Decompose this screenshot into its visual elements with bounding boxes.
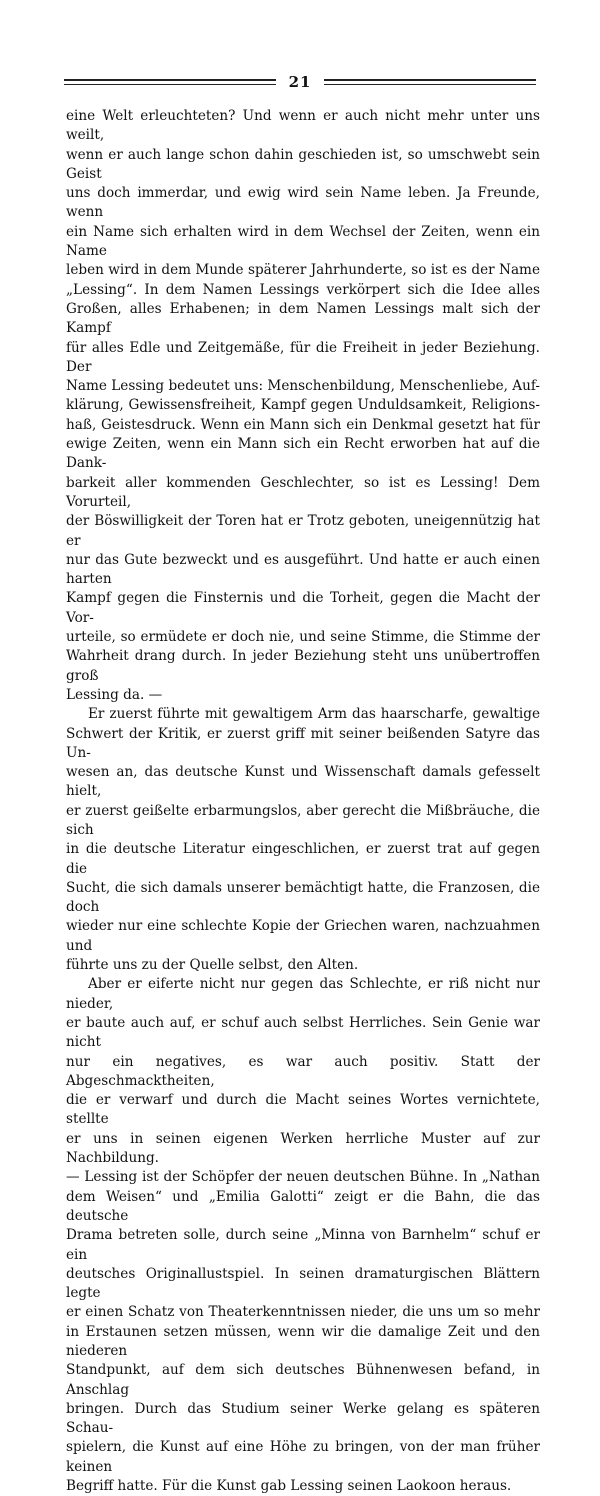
text-line: Name Lessing bedeutet uns: Menschenbildung, Menschenliebe, Auf- bbox=[66, 378, 540, 395]
text-line: Lessing da. — bbox=[66, 686, 163, 703]
text-line: — Lessing ist der Schöpfer der neuen deutschen Bühne. In „Nathan bbox=[66, 1169, 540, 1186]
text-line: urteile, so ermüdete er doch nie, und seine Stimme, die Stimme der bbox=[66, 629, 540, 646]
page-number: 21 bbox=[288, 73, 312, 91]
text-line: wieder nur eine schlechte Kopie der Griechen waren, nachzuahmen und bbox=[66, 918, 540, 954]
text-line: „Lessing“. In dem Namen Lessings verkörpert sich die Idee alles bbox=[66, 281, 540, 298]
rule-line bbox=[324, 84, 536, 86]
text-line: Standpunkt, auf dem sich deutsches Bühnenwesen befand, in Anschlag bbox=[66, 1362, 540, 1398]
text-line: barkeit aller kommenden Geschlechter, so ist es Lessing! Dem Vorurteil, bbox=[66, 474, 540, 510]
text-line: Begriff hatte. Für die Kunst gab Lessing seinen Laokoon heraus. bbox=[66, 1478, 512, 1495]
text-line: er uns in seinen eigenen Werken herrliche Muster auf zur Nachbildung. bbox=[66, 1130, 540, 1167]
header-rule-right bbox=[324, 79, 536, 88]
text-line: er zuerst geißelte erbarmungslos, aber gerecht die Mißbräuche, die sich bbox=[66, 802, 540, 838]
text-line: Schwert der Kritik, er zuerst griff mit seiner beißenden Satyre das Un- bbox=[66, 725, 540, 761]
text-line: der Böswilligkeit der Toren hat er Trotz geboten, uneigennützig hat er bbox=[66, 513, 540, 549]
text-line: in Erstaunen setzen müssen, wenn wir die damalige Zeit und den niederen bbox=[66, 1323, 540, 1359]
paragraph bbox=[66, 107, 540, 705]
text-line: Großen, alles Erhabenen; in dem Namen Lessings malt sich der Kampf bbox=[66, 300, 540, 337]
body-text bbox=[66, 107, 540, 1496]
text-line: dem Weisen“ und „Emilia Galotti“ zeigt er die Bahn, die das deutsche bbox=[66, 1188, 540, 1224]
text-line: nur ein negatives, es war auch positiv. Statt der Abgeschmacktheiten, bbox=[66, 1053, 540, 1089]
text-line: leben wird in dem Munde späterer Jahrhunderte, so ist es der Name bbox=[66, 262, 540, 279]
text-line: in die deutsche Literatur eingeschlichen, er zuerst trat auf gegen die bbox=[66, 841, 540, 877]
text-line: spielern, die Kunst auf eine Höhe zu bringen, von der man früher keinen bbox=[66, 1439, 540, 1475]
page-header bbox=[64, 72, 536, 92]
text-line: eine Welt erleuchteten? Und wenn er auch nicht mehr unter uns weilt, bbox=[66, 108, 540, 144]
text-line: er baute auch auf, er schuf auch selbst Herrliches. Sein Genie war nicht bbox=[66, 1014, 540, 1051]
text-line: er einen Schatz von Theaterkenntnissen nieder, die uns um so mehr bbox=[66, 1304, 540, 1321]
text-line: ein Name sich erhalten wird in dem Wechsel der Zeiten, wenn ein Name bbox=[66, 223, 540, 260]
rule-line bbox=[324, 79, 536, 81]
text-line: ewige Zeiten, wenn ein Mann sich ein Recht erworben hat auf die Dank- bbox=[66, 436, 540, 472]
text-line: nur das Gute bezweckt und es ausgeführt. Und hatte er auch einen harten bbox=[66, 551, 540, 588]
text-line: Wahrheit drang durch. In jeder Beziehung steht uns unübertroffen groß bbox=[66, 648, 540, 684]
paragraph bbox=[66, 705, 540, 975]
text-line: Sucht, die sich damals unserer bemächtigt hatte, die Franzosen, die doch bbox=[66, 879, 540, 916]
text-line: bringen. Durch das Studium seiner Werke gelang es späteren Schau- bbox=[66, 1400, 540, 1437]
text-line: klärung, Gewissensfreiheit, Kampf gegen Unduldsamkeit, Religions- bbox=[66, 397, 540, 414]
text-line: die er verwarf und durch die Macht seines Wortes vernichtete, stellte bbox=[66, 1092, 540, 1128]
text-line: uns doch immerdar, und ewig wird sein Name leben. Ja Freunde, wenn bbox=[66, 185, 540, 221]
text-line: Drama betreten solle, durch seine „Minna von Barnhelm“ schuf er ein bbox=[66, 1227, 540, 1263]
paragraph bbox=[66, 975, 540, 1496]
text-line: Kampf gegen die Finsternis und die Torheit, gegen die Macht der Vor- bbox=[66, 590, 540, 626]
text-line: wesen an, das deutsche Kunst und Wissenschaft damals gefesselt hielt, bbox=[66, 764, 540, 800]
text-line: wenn er auch lange schon dahin geschieden ist, so umschwebt sein Geist bbox=[66, 146, 540, 182]
text-line: haß, Geistesdruck. Wenn ein Mann sich ein Denkmal gesetzt hat für bbox=[66, 416, 540, 433]
text-line: deutsches Originallustspiel. In seinen dramaturgischen Blättern legte bbox=[66, 1265, 540, 1302]
text-line: Er zuerst führte mit gewaltigem Arm das haarscharfe, gewaltige bbox=[88, 706, 540, 723]
text-line: Aber er eiferte nicht nur gegen das Schlechte, er riß nicht nur nieder, bbox=[66, 976, 540, 1012]
text-line: führte uns zu der Quelle selbst, den Alten. bbox=[66, 957, 359, 974]
text-line: für alles Edle und Zeitgemäße, für die Freiheit in jeder Beziehung. Der bbox=[66, 339, 540, 375]
